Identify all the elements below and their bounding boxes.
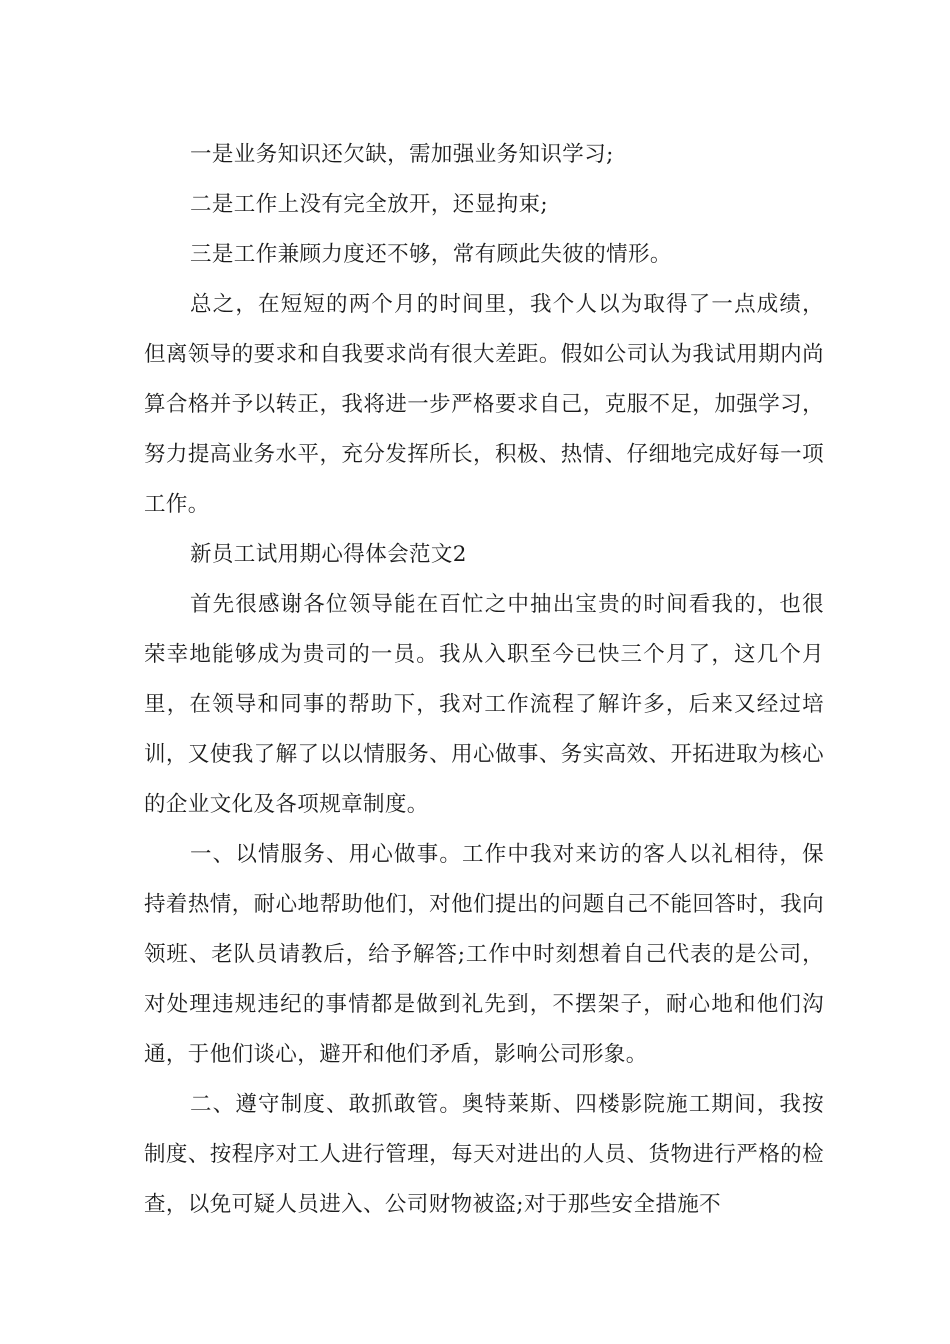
list-item-1: 一是业务知识还欠缺，需加强业务知识学习; xyxy=(190,142,614,167)
list-item-3: 三是工作兼顾力度还不够，常有顾此失彼的情形。 xyxy=(190,242,672,267)
section-title: 新员工试用期心得体会范文2 xyxy=(190,542,467,567)
summary-paragraph: 总之，在短短的两个月的时间里，我个人以为取得了一点成绩，但离领导的要求和自我要求尚有很大差距。假如公司认为我试用期内尚算合格并予以转正，我将进一步严格要求自己，克服不足，加强学习，努力提高业务水平，充分发挥所长，积极、热情、仔细地完成好每一项工作。 xyxy=(144,292,824,517)
point1-paragraph: 一、以情服务、用心做事。工作中我对来访的客人以礼相待，保持着热情，耐心地帮助他们，对他们提出的问题自己不能回答时，我向领班、老队员请教后，给予解答;工作中时刻想着自己代表的是公司，对处理违规违纪的事情都是做到礼先到，不摆架子，耐心地和他们沟通，于他们谈心，避开和他们矛盾，影响公司形象。 xyxy=(144,842,824,1067)
point2-paragraph: 二、遵守制度、敢抓敢管。奥特莱斯、四楼影院施工期间，我按制度、按程序对工人进行管理，每天对进出的人员、货物进行严格的检查，以免可疑人员进入、公司财物被盗;对于那些安全措施不 xyxy=(144,1092,824,1217)
list-item-2: 二是工作上没有完全放开，还显拘束; xyxy=(190,192,549,217)
intro-paragraph: 首先很感谢各位领导能在百忙之中抽出宝贵的时间看我的，也很荣幸地能够成为贵司的一员。我从入职至今已快三个月了，这几个月里，在领导和同事的帮助下，我对工作流程了解许多，后来又经过培训，又使我了解了以以情服务、用心做事、务实高效、开拓进取为核心的企业文化及各项规章制度。 xyxy=(144,592,824,817)
document-body xyxy=(144,130,824,1230)
